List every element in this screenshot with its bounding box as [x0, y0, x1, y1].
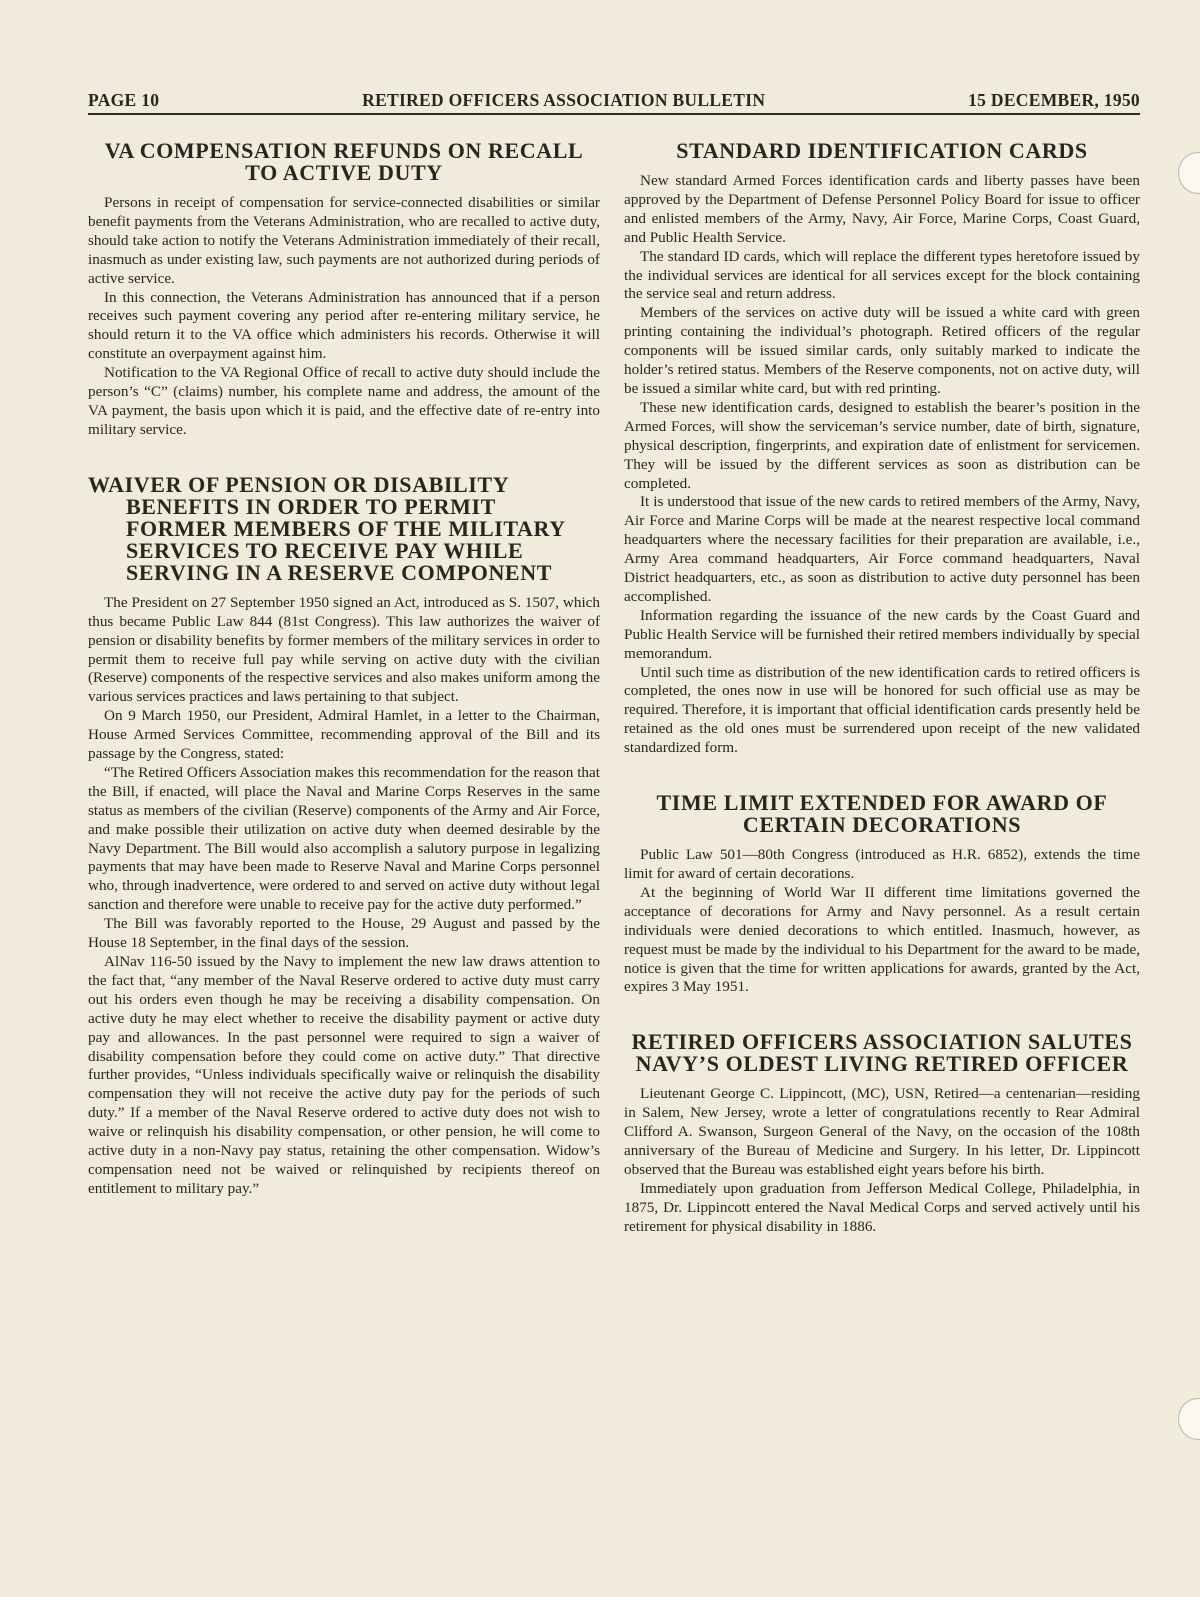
header-rule: [88, 113, 1140, 115]
article-paragraph: In this connection, the Veterans Administration has announced that if a person receives such payment covering any period after re-entering military service, he should return it to the VA office which administers his records. Otherwise it will constitute an overpayment against him.: [88, 288, 600, 363]
article-paragraph: It is understood that issue of the new cards to retired members of the Army, Navy, Air Force and Marine Corps will be made at the nearest respective local command headquarters where the necessary facilities for their preparation are available, i.e., Army Area command headquarters, Air Force command headquarters, Naval District headquarters, etc., as soon as distribution to active duty personnel has been accomplished.: [624, 493, 1140, 605]
article-title: TIME LIMIT EXTENDED FOR AWARD OF CERTAIN DECORATIONS: [656, 790, 1108, 838]
article-paragraph: Notification to the VA Regional Office of recall to active duty should include the person’s “C” (claims) number, his complete name and address, the amount of the VA payment, the basis upon which it is paid, and the effective date of re-entry into military service.: [88, 364, 600, 438]
article-paragraph: At the beginning of World War II different time limitations governed the acceptance of decorations for Army and Navy personnel. As a result certain individuals were denied decorations to which entitled. Inasmuch, however, as request must be made by the individual to his Department for the award to be made, notice is given that the time for written applications for awards, granted by the Act, expires 3 May 1951.: [624, 883, 1140, 996]
article-time-limit: [624, 792, 1140, 997]
article-oldest-officer: [624, 1031, 1140, 1236]
issue-date: 15 DECEMBER, 1950: [968, 90, 1140, 110]
page-header: [88, 90, 1140, 111]
article-paragraph: Persons in receipt of compensation for service-connected disabilities or similar benefit payments from the Veterans Administration, who are recalled to active duty, should take action to notify the Veterans Administration immediately of their recall, inasmuch as under existing law, such payments are not authorized during periods of active service.: [88, 194, 600, 287]
article-paragraph: New standard Armed Forces identification cards and liberty passes have been approved by the Department of Defense Personnel Policy Board for issue to officer and enlisted members of the Army, Navy, Air Force, Marine Corps, Coast Guard, and Public Health Service.: [624, 172, 1140, 246]
article-paragraph: The President on 27 September 1950 signed an Act, introduced as S. 1507, which thus became Public Law 844 (81st Congress). This law authorizes the waiver of pension or disability benefits by former members of the military services in order to permit them to receive full pay while serving on active duty with the civilian (Reserve) components of the respective services and also makes uniform among the various services practices and laws pertaining to that subject.: [88, 593, 600, 706]
publication-title: RETIRED OFFICERS ASSOCIATION BULLETIN: [362, 90, 766, 110]
page-number: PAGE 10: [88, 90, 160, 110]
article-va-compensation: [88, 140, 600, 440]
article-title: WAIVER OF PENSION OR DISABILITY BENEFITS IN ORDER TO PERMIT FORMER MEMBERS OF THE MILITARY SERVICES TO RECEIVE PAY WHILE SERVING IN A RESERVE COMPONENT: [88, 471, 565, 585]
article-paragraph: “The Retired Officers Association makes this recommendation for the reason that the Bill, if enacted, will place the Naval and Marine Corps Reserves in the same status as members of the civilian (Reserve) components of the Army and Air Force, and make possible their utilization on active duty when deemed desirable by the Navy Department. The Bill would also accomplish a salutory purpose in legalizing payments that may have been made to Reserve Naval and Marine Corps personnel who, through inadvertence, were ordered to and served on active duty without legal sanction and therefore were unable to receive pay for the active duty performed.”: [88, 763, 600, 914]
article-paragraph: The standard ID cards, which will replace the different types heretofore issued by the individual services are identical for all services except for the block containing the service seal and return address.: [624, 247, 1140, 303]
article-waiver-of-pension: [88, 471, 600, 1199]
binder-hole: [1178, 152, 1200, 194]
article-title: STANDARD IDENTIFICATION CARDS: [676, 138, 1088, 163]
article-paragraph: Public Law 501—80th Congress (introduced as H.R. 6852), extends the time limit for award of certain decorations.: [624, 846, 1140, 882]
article-paragraph: These new identification cards, designed to establish the bearer’s position in the Armed Forces, will show the serviceman’s service number, date of birth, signature, physical description, fingerprints, and expiration date of enlistment for servicemen. They will be issued by the different services as soon as distribution can be completed.: [624, 398, 1140, 492]
binder-hole: [1178, 1398, 1200, 1440]
right-column: [624, 140, 1140, 1271]
article-paragraph: On 9 March 1950, our President, Admiral Hamlet, in a letter to the Chairman, House Armed Services Committee, recommending approval of the Bill and its passage by the Congress, stated:: [88, 707, 600, 763]
article-title: RETIRED OFFICERS ASSOCIATION SALUTES NAVY’S OLDEST LIVING RETIRED OFFICER: [631, 1029, 1133, 1077]
left-column: [88, 140, 600, 1233]
article-paragraph: Members of the services on active duty will be issued a white card with green printing containing the individual’s photograph. Retired officers of the regular components will be issued similar cards, only suitably marked to indicate the holder’s retired status. Members of the Reserve components, not on active duty, will be issued a similar white card, but with red printing.: [624, 304, 1140, 397]
article-paragraph: AlNav 116-50 issued by the Navy to implement the new law draws attention to the fact that, “any member of the Naval Reserve ordered to active duty must carry out his orders even though he may be receiving a disability compensation. On active duty he may elect whether to receive the disability payment or active duty pay and allowances. In the past personnel were required to sign a waiver of disability compensation before they could come on active duty.” That directive further provides, “Unless individuals specifically waive or relinquish the disability compensation they will not receive the active duty pay for the periods of such duty.” If a member of the Naval Reserve ordered to active duty does not wish to waive or relinquish his disability compensation, or other pension, he will come to active duty in a non-Navy pay status, retaining the other compensation. Widow’s compensation need not be waived or relinquished by recipients thereof on entitlement to military pay.”: [88, 953, 600, 1197]
article-paragraph: The Bill was favorably reported to the House, 29 August and passed by the House 18 September, in the final days of the session.: [88, 915, 600, 952]
article-paragraph: Immediately upon graduation from Jefferson Medical College, Philadelphia, in 1875, Dr. Lippincott entered the Naval Medical Corps and served actively until his retirement for physical disability in 1886.: [624, 1179, 1140, 1235]
article-paragraph: Information regarding the issuance of the new cards by the Coast Guard and Public Health Service will be furnished their retired members individually by special memorandum.: [624, 606, 1140, 662]
article-paragraph: Lieutenant George C. Lippincott, (MC), USN, Retired—a centenarian—residing in Salem, New Jersey, wrote a letter of congratulations recently to Rear Admiral Clifford A. Swanson, Surgeon General of the Navy, on the occasion of the 108th anniversary of the Bureau of Medicine and Surgery. In his letter, Dr. Lippincott observed that the Bureau was established eight years before his birth.: [624, 1085, 1140, 1178]
article-identification-cards: [624, 140, 1140, 758]
article-title: VA COMPENSATION REFUNDS ON RECALL TO ACTIVE DUTY: [104, 138, 584, 185]
article-paragraph: Until such time as distribution of the new identification cards to retired officers is completed, the ones now in use will be honored for such official use as may be required. Therefore, it is important that official identification cards presently held be retained as the old ones must be surrendered upon receipt of the new validated standardized form.: [624, 663, 1140, 757]
